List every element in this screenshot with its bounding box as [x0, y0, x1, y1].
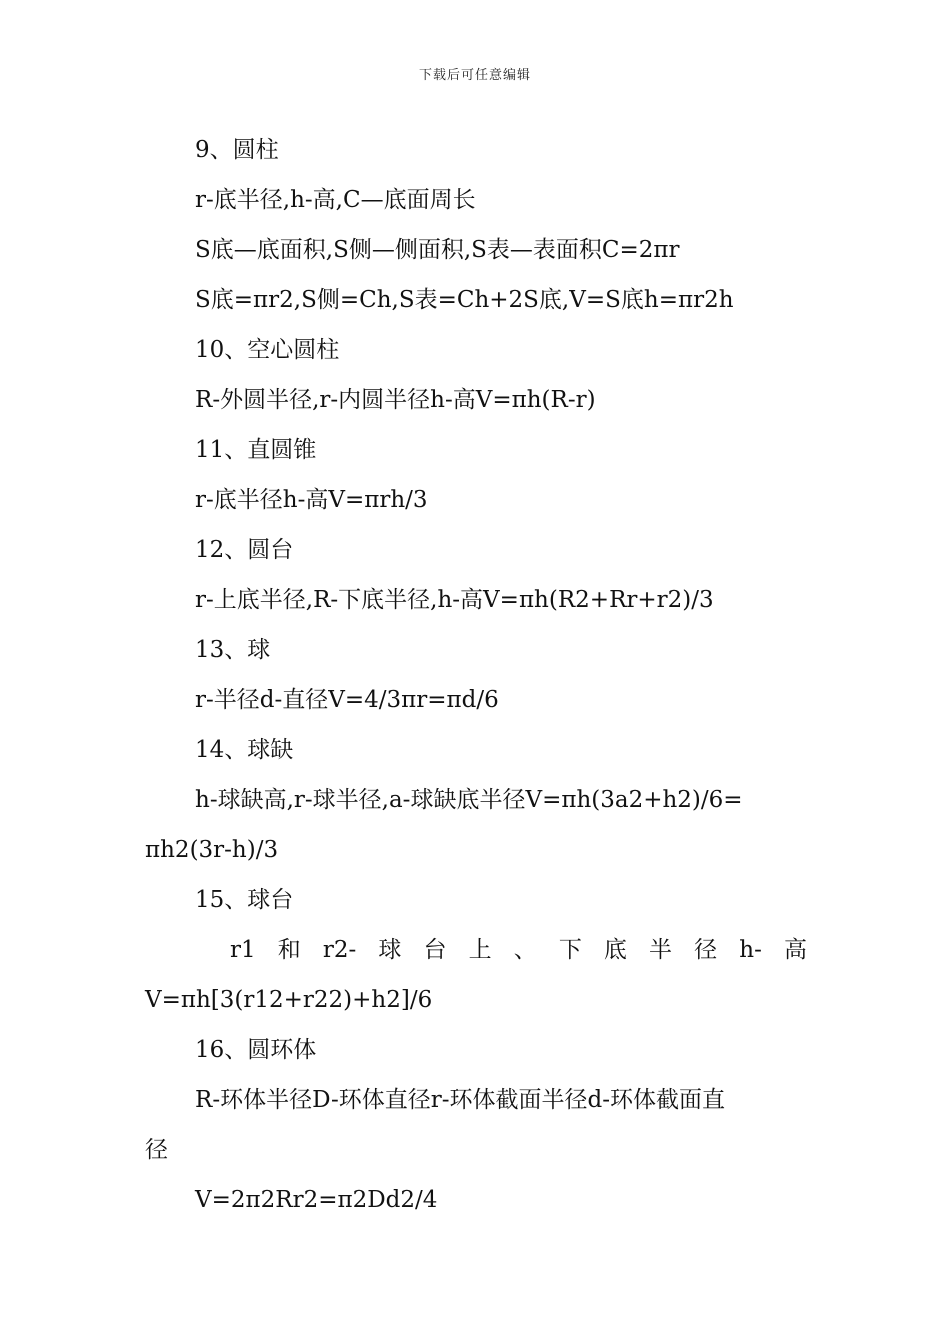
text-line: V=2π2Rr2=π2Dd2/4 — [195, 1187, 438, 1213]
document-body — [145, 125, 807, 1225]
word: 、 — [513, 937, 537, 963]
section-heading-hollow-cylinder: 10、空心圆柱 — [195, 337, 340, 363]
word: 下 — [558, 937, 582, 963]
text-line: R-外圆半径,r-内圆半径h-高V=πh(R-r) — [195, 387, 596, 413]
text-line: r-半径d-直径V=4/3πr=πd/6 — [195, 687, 499, 713]
text-line: r-底半径,h-高,C—底面周长 — [195, 187, 476, 213]
text-line-continued: 径 — [145, 1137, 168, 1163]
section-heading-spherical-cap: 14、球缺 — [195, 737, 294, 763]
word: 台 — [423, 937, 447, 963]
section-heading-spherical-segment: 15、球台 — [195, 887, 294, 913]
text-line: r-上底半径,R-下底半径,h-高V=πh(R2+Rr+r2)/3 — [195, 587, 714, 613]
text-line-continued: V=πh[3(r12+r22)+h2]/6 — [145, 987, 433, 1013]
word: h- — [739, 937, 762, 963]
text-line: S底—底面积,S侧—侧面积,S表—表面积C=2πr — [195, 237, 680, 263]
word: 半 — [649, 937, 673, 963]
text-line-continued: πh2(3r-h)/3 — [145, 837, 279, 863]
section-heading-right-cone: 11、直圆锥 — [195, 437, 317, 463]
section-heading-frustum: 12、圆台 — [195, 537, 294, 563]
word: 上 — [468, 937, 492, 963]
section-heading-torus: 16、圆环体 — [195, 1037, 317, 1063]
word: 高 — [783, 937, 807, 963]
word: 径 — [694, 937, 718, 963]
text-line: r-底半径h-高V=πrh/3 — [195, 487, 428, 513]
text-line: S底=πr2,S侧=Ch,S表=Ch+2S底,V=S底h=πr2h — [195, 287, 734, 313]
word: r2- — [322, 937, 357, 963]
word: 底 — [603, 937, 627, 963]
word: 球 — [378, 937, 402, 963]
section-heading-sphere: 13、球 — [195, 637, 271, 663]
text-line: R-环体半径D-环体直径r-环体截面半径d-环体截面直 — [195, 1087, 725, 1113]
word: 和 — [277, 937, 301, 963]
text-line: h-球缺高,r-球半径,a-球缺底半径V=πh(3a2+h2)/6= — [195, 787, 743, 813]
section-heading-cylinder: 9、圆柱 — [195, 137, 279, 163]
word: r1 — [230, 937, 256, 963]
text-line-justified — [145, 925, 807, 975]
page-header: 下载后可任意编辑 — [418, 68, 531, 83]
